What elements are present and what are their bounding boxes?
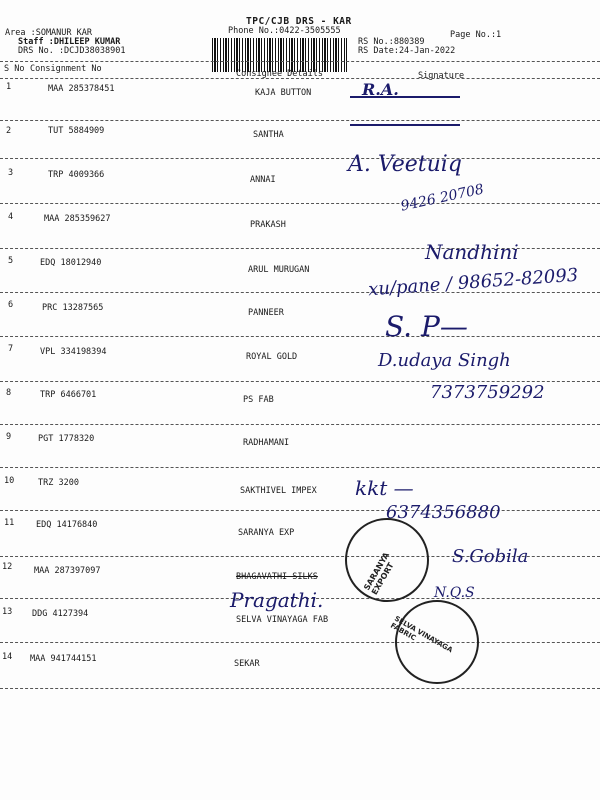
col-consignment: Consignment No bbox=[30, 64, 102, 74]
rs-date: RS Date:24-Jan-2022 bbox=[358, 46, 456, 56]
row-consignee: SEKAR bbox=[234, 659, 260, 669]
signature-11: S.Gobila bbox=[452, 546, 529, 567]
row-consignee: SAKTHIVEL IMPEX bbox=[240, 486, 317, 496]
page-number: Page No.:1 bbox=[450, 30, 502, 40]
row-consignee: SARANYA EXP bbox=[238, 528, 295, 538]
row-sno: 6 bbox=[8, 300, 14, 310]
signature-12: Pragathi. bbox=[230, 588, 324, 612]
row-consignee: KAJA BUTTON bbox=[255, 88, 312, 98]
row-consignment: DDG 4127394 bbox=[32, 609, 89, 619]
signature-5-phone: xu/pane / 98652-82093 bbox=[367, 264, 579, 301]
rs-number: RS No.:880389 bbox=[358, 37, 425, 47]
row-consignment: MAA 287397097 bbox=[34, 566, 101, 576]
row-divider bbox=[0, 642, 600, 643]
row-consignment: EDQ 18012940 bbox=[40, 258, 102, 268]
row-consignee: RADHAMANI bbox=[243, 438, 290, 448]
row-sno: 2 bbox=[6, 126, 12, 136]
signature-5-name: Nandhini bbox=[425, 240, 519, 264]
row-consignee: ARUL MURUGAN bbox=[248, 265, 310, 275]
row-consignment: TUT 5884909 bbox=[48, 126, 105, 136]
row-consignment: MAA 285378451 bbox=[48, 84, 115, 94]
row-divider bbox=[0, 510, 600, 511]
row-consignee: PANNEER bbox=[248, 308, 284, 318]
signature-7-phone: 7373759292 bbox=[430, 382, 545, 403]
row-consignee: PRAKASH bbox=[250, 220, 286, 230]
row-sno: 11 bbox=[4, 518, 15, 528]
row-consignment: VPL 334198394 bbox=[40, 347, 107, 357]
page-title: TPC/CJB DRS - KAR bbox=[246, 16, 352, 27]
row-sno: 7 bbox=[8, 344, 14, 354]
signature-3: A. Veetuiq bbox=[348, 152, 462, 177]
row-sno: 8 bbox=[6, 388, 12, 398]
row-sno: 4 bbox=[8, 212, 14, 222]
row-consignee: SELVA VINAYAGA FAB bbox=[236, 615, 329, 625]
row-sno: 3 bbox=[8, 168, 14, 178]
header-divider-bottom bbox=[0, 78, 600, 79]
row-consignee: ANNAI bbox=[250, 175, 276, 185]
row-divider bbox=[0, 158, 600, 159]
row-sno: 12 bbox=[2, 562, 13, 572]
row-sno: 1 bbox=[6, 82, 12, 92]
row-consignment: TRP 4009366 bbox=[48, 170, 105, 180]
signature-10: kkt — bbox=[355, 476, 414, 500]
row-divider bbox=[0, 203, 600, 204]
row-consignment: TRZ 3200 bbox=[38, 478, 79, 488]
signature-10-phone: 6374356880 bbox=[386, 502, 501, 523]
col-signature: Signature bbox=[418, 71, 465, 81]
header-divider-top bbox=[0, 61, 600, 62]
signature-7-name: D.udaya Singh bbox=[378, 350, 511, 371]
selva-vinayaga-stamp bbox=[389, 600, 479, 684]
row-consignee: SANTHA bbox=[253, 130, 284, 140]
row-divider bbox=[0, 424, 600, 425]
row-consignment: PRC 13287565 bbox=[42, 303, 104, 313]
stamp-text: SELVA VINAYAGA FABRIC bbox=[389, 614, 454, 655]
row-consignee: PS FAB bbox=[243, 395, 274, 405]
phone-number: Phone No.:0422-3505555 bbox=[228, 26, 341, 36]
col-sno: S No bbox=[4, 64, 25, 74]
row-consignment: MAA 285359627 bbox=[44, 214, 111, 224]
row-consignment: TRP 6466701 bbox=[40, 390, 97, 400]
signature-1-stamp-lines bbox=[350, 96, 460, 126]
row-divider bbox=[0, 336, 600, 337]
signature-1: R.A. bbox=[362, 80, 399, 99]
row-consignee: ROYAL GOLD bbox=[246, 352, 298, 362]
row-divider bbox=[0, 467, 600, 468]
area-label: Area :SOMANUR KAR bbox=[5, 28, 92, 38]
row-consignment: EDQ 14176840 bbox=[36, 520, 98, 530]
col-consignee: Consignee Details bbox=[236, 69, 323, 79]
row-sno: 9 bbox=[6, 432, 12, 442]
row-divider bbox=[0, 688, 600, 689]
row-consignment: MAA 941744151 bbox=[30, 654, 97, 664]
row-divider bbox=[0, 120, 600, 121]
barcode bbox=[212, 38, 347, 72]
saranya-export-stamp bbox=[345, 518, 429, 602]
row-consignment: PGT 1778320 bbox=[38, 434, 95, 444]
staff-label: Staff :DHILEEP KUMAR bbox=[18, 37, 121, 47]
drs-number: DRS No. :DCJD38038901 bbox=[18, 46, 126, 56]
signature-6: S. P— bbox=[385, 310, 468, 343]
row-divider bbox=[0, 292, 600, 293]
stamp-text: SARANYA EXPORT bbox=[362, 550, 396, 597]
row-sno: 13 bbox=[2, 607, 13, 617]
row-sno: 5 bbox=[8, 256, 14, 266]
row-sno: 10 bbox=[4, 476, 15, 486]
signature-12-initials: N.Q.S bbox=[434, 585, 475, 601]
row-consignee: BHAGAVATHI SILKS bbox=[236, 572, 318, 582]
row-sno: 14 bbox=[2, 652, 13, 662]
signature-3-number: 9426 20708 bbox=[399, 181, 486, 215]
